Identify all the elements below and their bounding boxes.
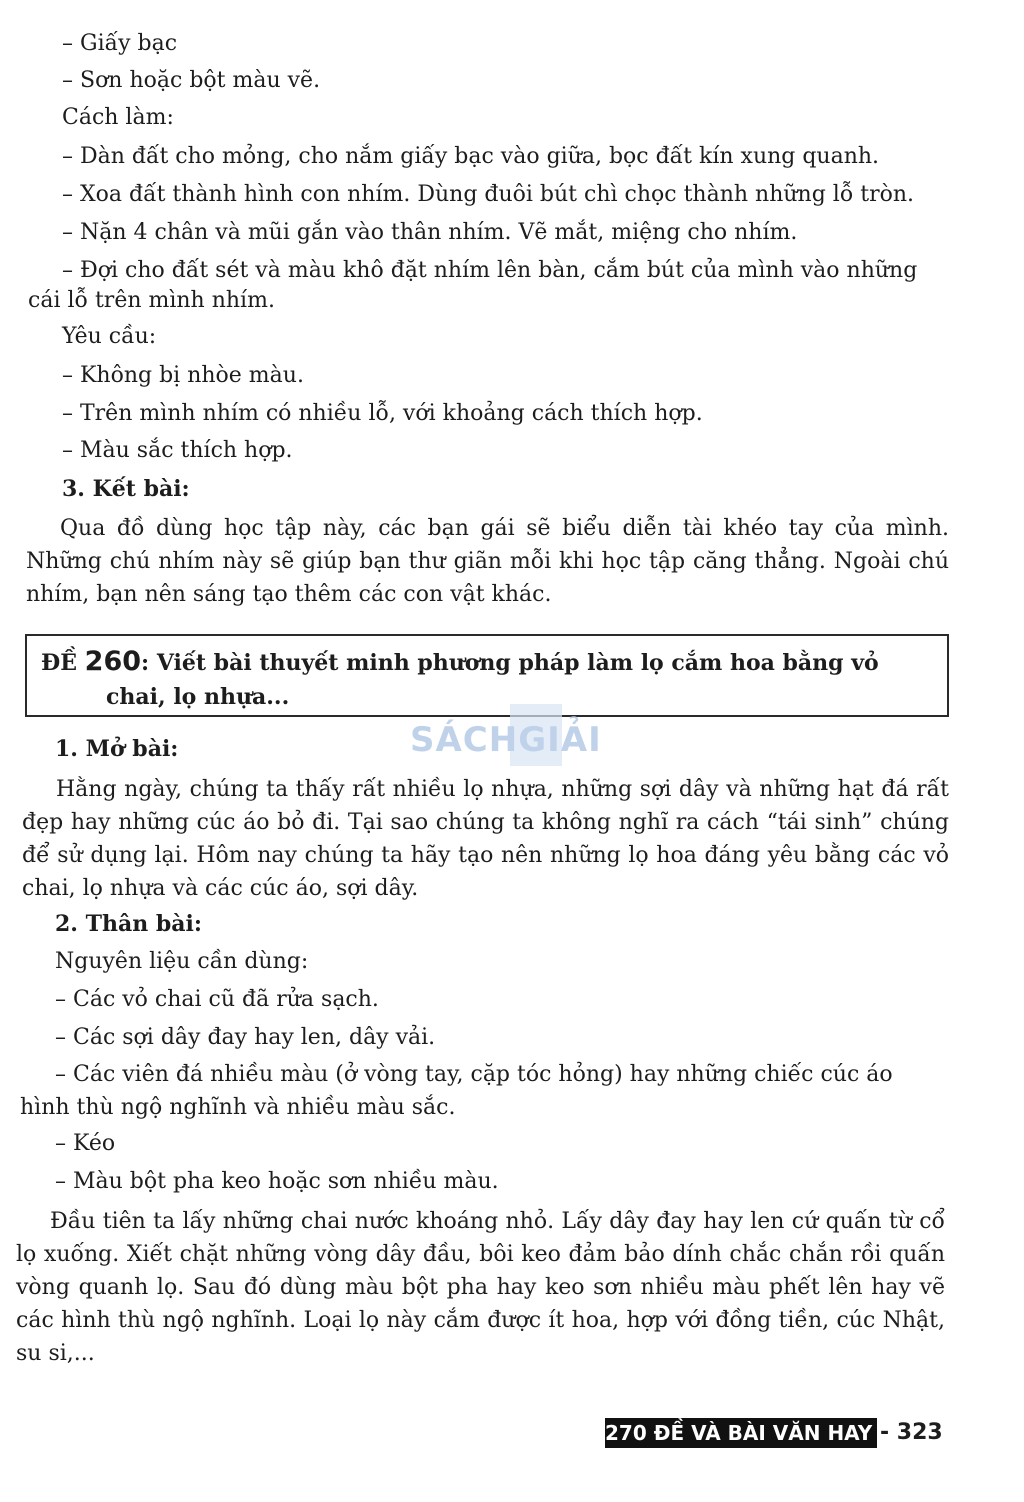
conclusion-paragraph: Qua đồ dùng học tập này, các bạn gái sẽ biểu diễn tài khéo tay của mình. Những chú nhím này sẽ giúp bạn thư giãn mỗi khi học tập căng thẳng. Ngoài chú nhím, bạn nên sáng tạo thêm các con vật khác. [26,516,949,607]
intro-heading: 1. Mở bài: [55,736,179,762]
requirement-line: – Màu sắc thích hợp. [62,438,293,463]
topic-title [41,648,879,675]
body-heading: 2. Thân bài: [55,911,203,937]
materials-heading: Nguyên liệu cần dùng: [55,949,309,974]
step-line: cái lỗ trên mình nhím. [28,288,275,313]
step-line: – Xoa đất thành hình con nhím. Dùng đuôi bút chì chọc thành những lỗ tròn. [62,182,915,207]
material-item: – Các vỏ chai cũ đã rửa sạch. [55,987,379,1012]
material-item: hình thù ngộ nghĩnh và nhiều màu sắc. [20,1095,456,1120]
requirements-heading: Yêu cầu: [62,324,157,349]
material-item: – Các viên đá nhiều màu (ở vòng tay, cặp tóc hỏng) hay những chiếc cúc áo [55,1062,893,1087]
watermark [410,704,620,784]
material-item: – Kéo [55,1131,116,1156]
page-number: - 323 [880,1420,943,1445]
footer-book-title: 270 ĐỀ VÀ BÀI VĂN HAY 8 [605,1418,877,1448]
watermark-text: SÁCHGIẢI [410,720,602,760]
requirement-line: – Trên mình nhím có nhiều lỗ, với khoảng cách thích hợp. [62,401,703,426]
topic-title-line2: chai, lọ nhựa... [106,684,290,710]
step-line: – Đợi cho đất sét và màu khô đặt nhím lên bàn, cắm bút của mình vào những [62,258,918,283]
topic-title-line1: : Viết bài thuyết minh phương pháp làm lọ cắm hoa bằng vỏ [141,650,879,676]
procedure-paragraph: Đầu tiên ta lấy những chai nước khoáng nhỏ. Lấy dây đay hay len cứ quấn từ cổ lọ xuống. Xiết chặt những vòng dây đầu, bôi keo đảm bảo dính chắc chắn rồi quấn vòng quanh lọ. Sau đó dùng màu bột pha hay keo sơn nhiều màu phết lên hay vẽ các hình thù ngộ nghĩnh. Loại lọ này cắm được ít hoa, hợp với đồng tiền, cúc Nhật, su si,... [16,1209,945,1366]
requirement-line: – Không bị nhòe màu. [62,363,304,388]
intro-paragraph: Hằng ngày, chúng ta thấy rất nhiều lọ nhựa, những sợi dây và những hạt đá rất đẹp hay những cúc áo bỏ đi. Tại sao chúng ta không nghĩ ra cách “tái sinh” chúng để sử dụng lại. Hôm nay chúng ta hãy tạo nên những lọ hoa đáng yêu bằng các vỏ chai, lọ nhựa và các cúc áo, sợi dây. [22,777,949,901]
topic-number: 260 [84,646,142,677]
material-line: – Sơn hoặc bột màu vẽ. [62,68,321,93]
step-line: – Dàn đất cho mỏng, cho nắm giấy bạc vào giữa, bọc đất kín xung quanh. [62,144,880,169]
step-line: – Nặn 4 chân và mũi gắn vào thân nhím. Vẽ mắt, miệng cho nhím. [62,220,798,245]
material-item: – Màu bột pha keo hoặc sơn nhiều màu. [55,1169,499,1194]
method-heading: Cách làm: [62,105,174,130]
material-line: – Giấy bạc [62,31,178,56]
material-item: – Các sợi dây đay hay len, dây vải. [55,1025,436,1050]
topic-prefix: ĐỀ [41,650,77,676]
conclusion-heading: 3. Kết bài: [62,476,190,502]
